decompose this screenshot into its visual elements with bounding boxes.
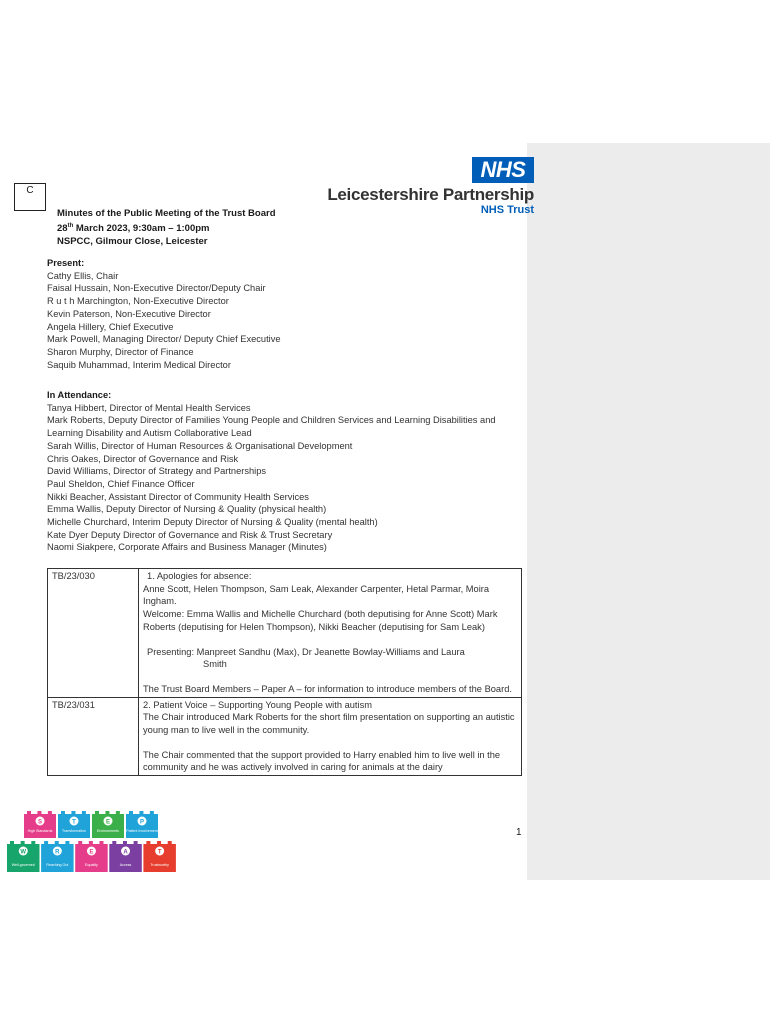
document-label: C — [14, 183, 46, 211]
value-label: Patient Involvement — [126, 829, 158, 833]
value-letter: E — [89, 849, 94, 856]
attendance-member: David Williams, Director of Strategy and Partnerships — [47, 466, 267, 477]
welcome-text: Welcome: Emma Wallis and Michelle Churchard (both deputising for Anne Scott) Mark Roberts (deputising for Helen Thompson), Nikki Beacher (deputising for Sam Leak) — [143, 609, 498, 632]
attendance-member: Chris Oakes, Director of Governance and Risk — [47, 453, 239, 464]
trust-name: Leicestershire Partnership — [327, 185, 534, 204]
present-member: Mark Powell, Managing Director/ Deputy Chief Executive — [47, 334, 281, 345]
attendance-member: Kate Dyer Deputy Director of Governance and Risk & Trust Secretary — [47, 529, 333, 540]
value-letter: T — [157, 849, 162, 856]
value-label: Trustworthy — [150, 863, 169, 867]
presenting-text-cont: Smith — [203, 659, 227, 670]
paper-text: The Trust Board Members – Paper A – for information to introduce members of the Board. — [143, 683, 512, 694]
present-section — [47, 257, 281, 371]
minute-content — [139, 569, 522, 698]
nhs-mark: NHS — [472, 157, 534, 183]
value-block-bottom-4 — [143, 841, 176, 872]
trust-values-badge — [6, 808, 178, 874]
value-block-bottom-0 — [7, 841, 40, 872]
present-member: Cathy Ellis, Chair — [47, 270, 119, 281]
table-row — [48, 697, 522, 776]
minute-title: 2. Patient Voice – Supporting Young People with autism — [143, 699, 372, 710]
value-label: Reaching Out — [46, 863, 69, 867]
minute-reference: TB/23/031 — [48, 697, 139, 776]
present-member: Sharon Murphy, Director of Finance — [47, 346, 194, 357]
presenting-text: Presenting: Manpreet Sandhu (Max), Dr Jeanette Bowlay-Williams and Laura — [147, 646, 465, 657]
value-label: Transformation — [61, 829, 87, 833]
value-label: Well-governed — [11, 863, 35, 867]
value-letter: P — [139, 819, 145, 826]
present-member: Saquib Muhammad, Interim Medical Director — [47, 359, 231, 370]
page-number: 1 — [516, 827, 522, 838]
value-block-top-1 — [58, 811, 90, 838]
attendance-member: Nikki Beacher, Assistant Director of Community Health Services — [47, 491, 309, 502]
table-row — [48, 569, 522, 698]
value-letter: T — [72, 819, 76, 826]
value-label: Access — [119, 863, 132, 867]
attendance-member: Michelle Churchard, Interim Deputy Director of Nursing & Quality (mental health) — [47, 517, 378, 528]
present-member: R u t h Marchington, Non-Executive Director — [47, 296, 229, 307]
trust-subtitle: NHS Trust — [480, 204, 534, 216]
value-block-top-0 — [24, 811, 56, 838]
attendance-member: Naomi Siakpere, Corporate Affairs and Business Manager (Minutes) — [47, 542, 327, 553]
attendance-member: Paul Sheldon, Chief Finance Officer — [47, 478, 195, 489]
present-member: Angela Hillery, Chief Executive — [47, 321, 174, 332]
value-label: Equality — [85, 863, 98, 867]
comment-pane — [527, 143, 770, 880]
value-block-bottom-1 — [41, 841, 74, 872]
minute-content — [139, 697, 522, 776]
meeting-header — [57, 207, 276, 248]
value-letter: E — [105, 819, 111, 826]
attendance-member: Sarah Willis, Director of Human Resources & Organisational Development — [47, 440, 353, 451]
minute-paragraph: The Chair introduced Mark Roberts for the short film presentation on supporting an autistic young man to live well in the community. — [143, 712, 515, 736]
attendance-member: Emma Wallis, Deputy Director of Nursing & Quality (physical health) — [47, 504, 327, 515]
value-letter: W — [20, 849, 27, 856]
minute-paragraph: The Chair commented that the support provided to Harry enabled him to live well in the community and he was actively involved in caring for animals at the dairy — [143, 749, 501, 773]
attendance-section — [47, 389, 517, 554]
minutes-table — [47, 568, 522, 776]
value-label: Environments — [97, 829, 119, 833]
meeting-date: 28th March 2023, 9:30am – 1:00pm — [57, 223, 210, 235]
value-letter: A — [123, 849, 128, 856]
value-block-top-2 — [92, 811, 124, 838]
minute-title: 1. Apologies for absence: — [147, 571, 252, 581]
value-block-bottom-2 — [75, 841, 108, 872]
value-label: High Standards — [27, 829, 53, 833]
nhs-logo — [319, 157, 534, 217]
value-letter: R — [55, 849, 60, 856]
present-member: Kevin Paterson, Non-Executive Director — [47, 308, 211, 319]
attendance-member: Tanya Hibbert, Director of Mental Health Services — [47, 402, 251, 413]
apologies-text: Anne Scott, Helen Thompson, Sam Leak, Alexander Carpenter, Hetal Parmar, Moira Ingham. — [143, 583, 490, 607]
value-block-bottom-3 — [109, 841, 142, 872]
value-block-top-3 — [126, 811, 158, 838]
present-member: Faisal Hussain, Non-Executive Director/Deputy Chair — [47, 283, 266, 294]
attendance-member: Mark Roberts, Deputy Director of Families Young People and Children Services and Learning Disabilities and Learning Disability and Autism Collaborative Lead — [47, 415, 496, 439]
present-heading: Present: — [47, 258, 85, 268]
attendance-heading: In Attendance: — [47, 390, 112, 400]
value-letter: S — [37, 819, 43, 826]
minute-reference: TB/23/030 — [48, 569, 139, 698]
meeting-title: Minutes of the Public Meeting of the Trust Board — [57, 208, 276, 219]
meeting-venue: NSPCC, Gilmour Close, Leicester — [57, 236, 208, 248]
